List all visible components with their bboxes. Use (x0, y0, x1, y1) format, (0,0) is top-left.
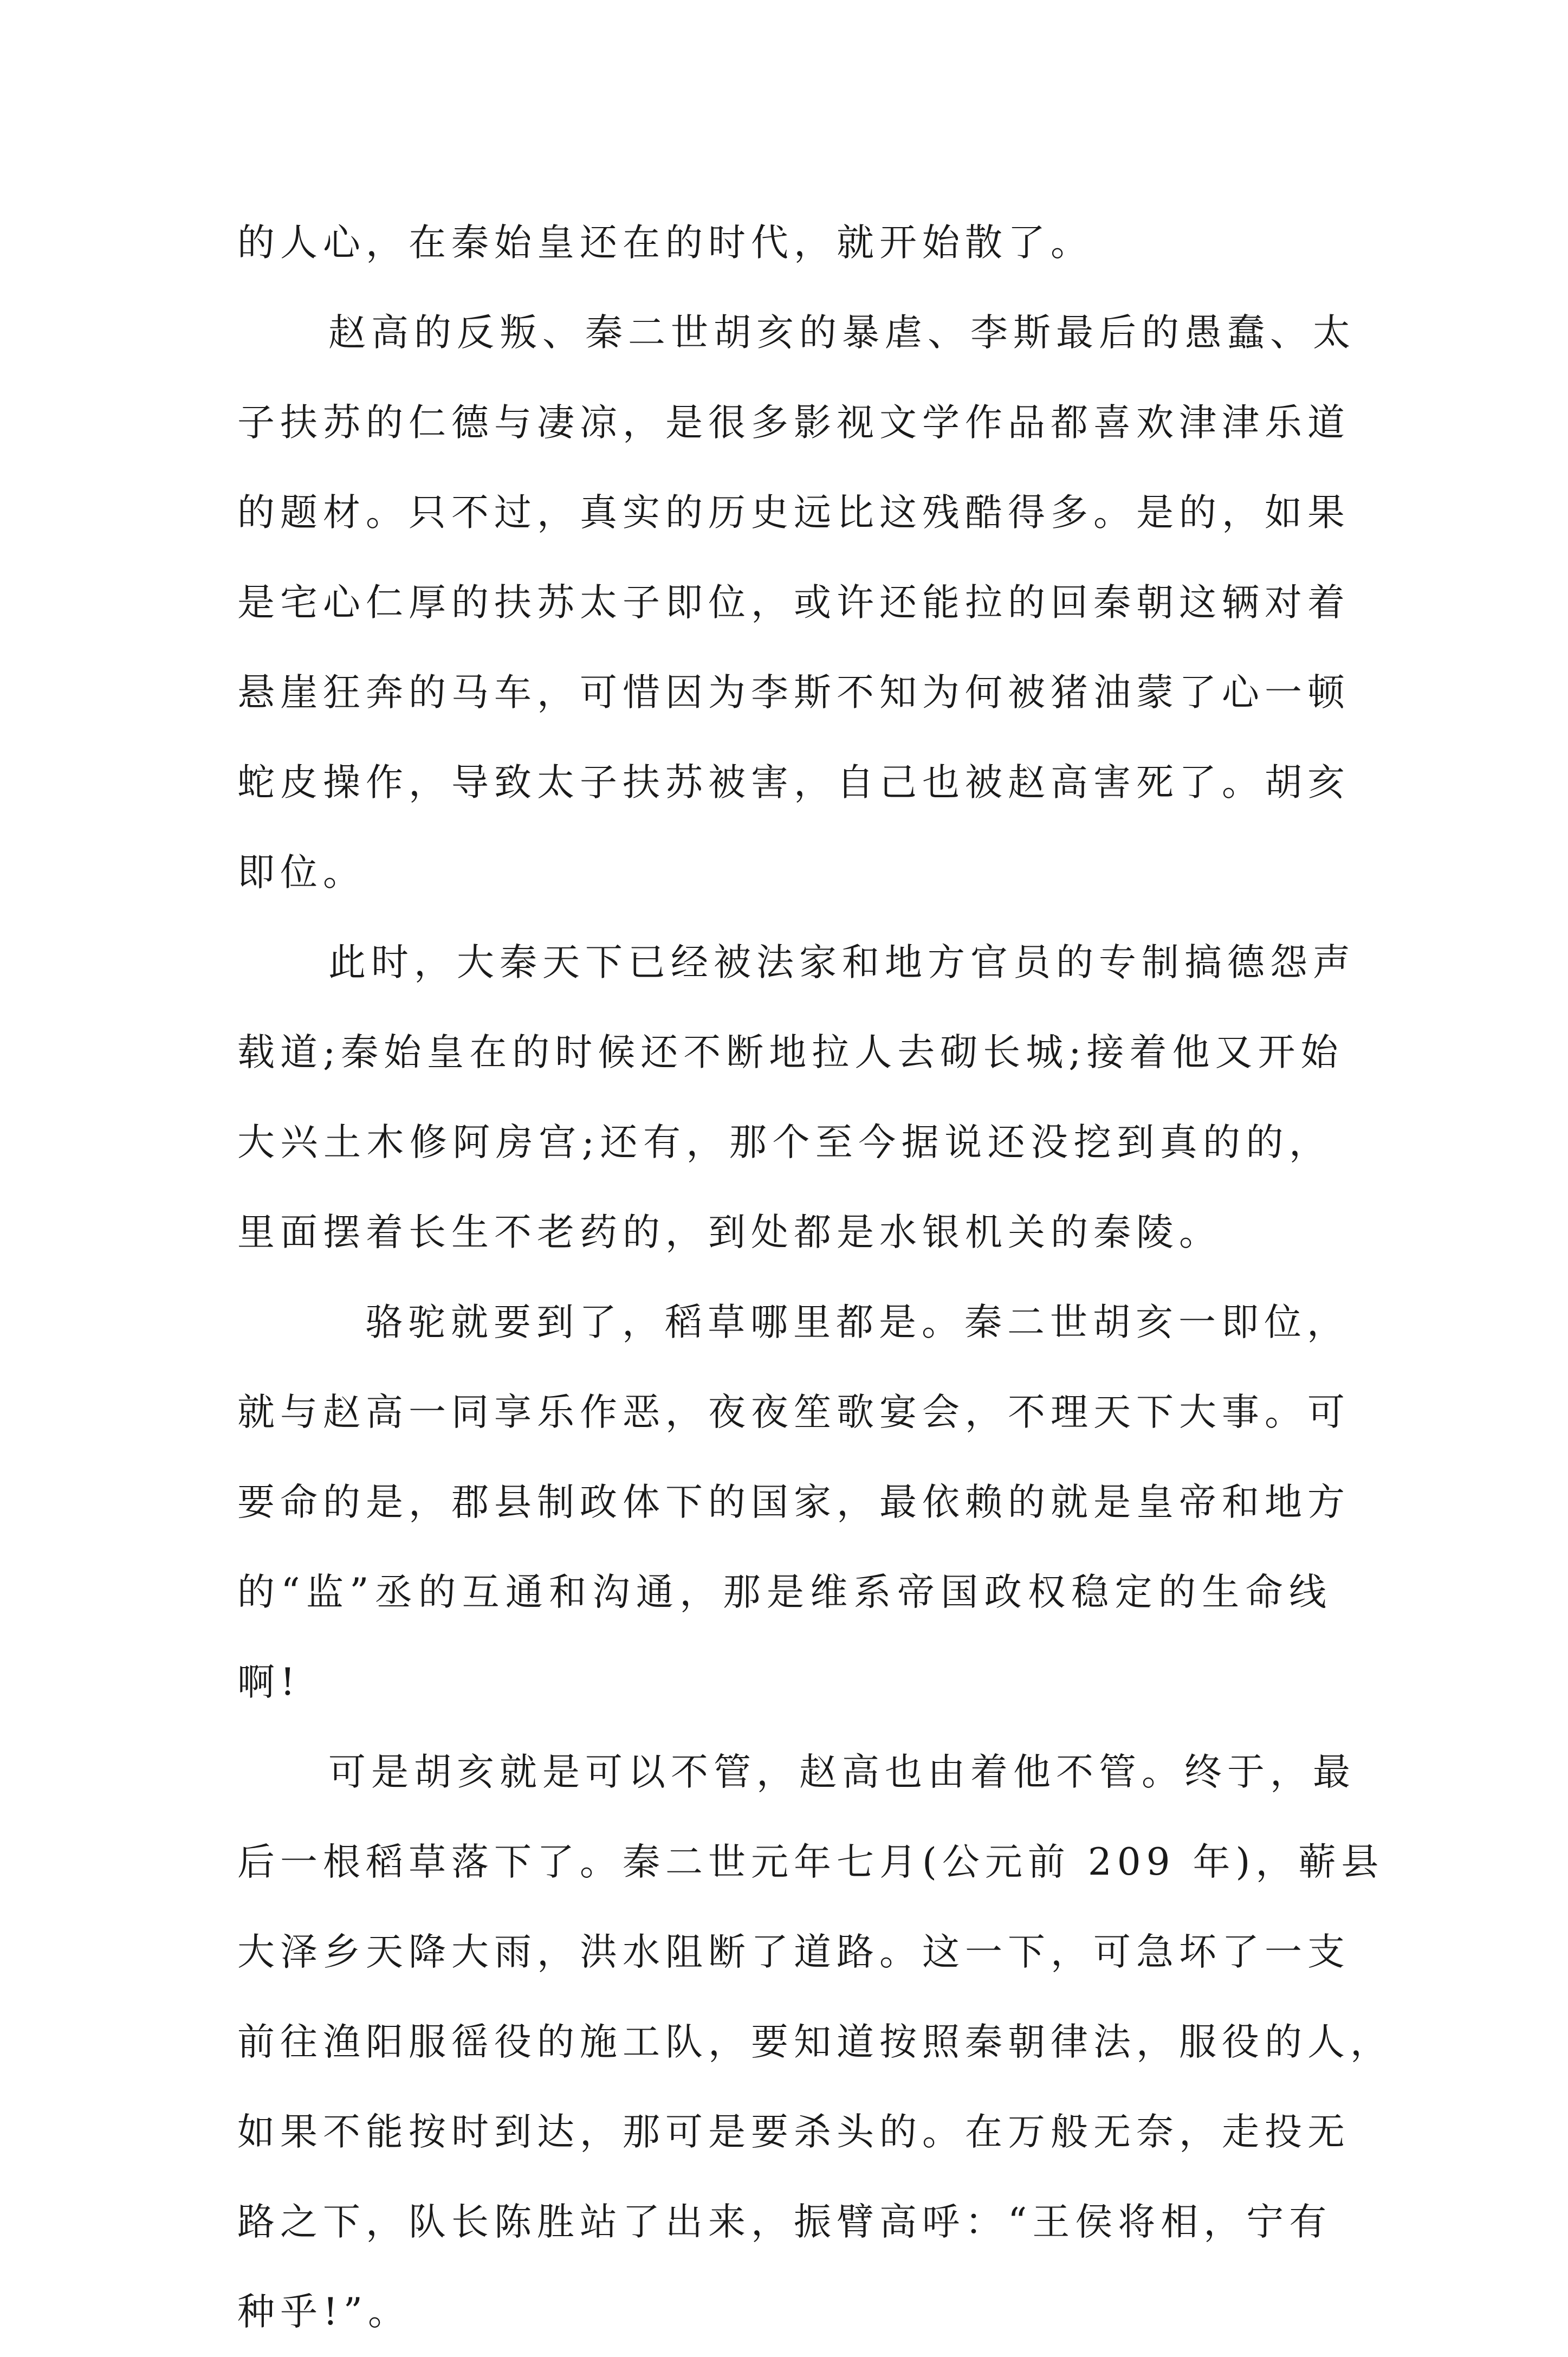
text-line: 大兴土木修阿房宫;还有，那个至今据说还没挖到真的的， (237, 1121, 1332, 1164)
text-line: 如果不能按时到达，那可是要杀头的。在万般无奈，走投无 (237, 2110, 1350, 2154)
text-line: 就与赵高一同享乐作恶，夜夜笙歌宴会，不理天下大事。可 (237, 1391, 1350, 1434)
text-line: 前往渔阳服徭役的施工队，要知道按照秦朝律法，服役的人， (237, 2020, 1393, 2064)
text-line: 是宅心仁厚的扶苏太子即位，或许还能拉的回秦朝这辆对着 (237, 581, 1350, 624)
text-line: 的“监”丞的互通和沟通，那是维系帝国政权稳定的生命线 (237, 1571, 1332, 1614)
text-line: 载道;秦始皇在的时候还不断地拉人去砌长城;接着他又开始 (237, 1031, 1344, 1074)
text-line: 即位。 (237, 851, 366, 894)
paragraph-first-line: 赵高的反叛、秦二世胡亥的暴虐、李斯最后的愚蠢、太 (328, 311, 1356, 354)
text-line: 后一根稻草落下了。秦二世元年七月(公元前 209 年)，蕲县 (237, 1841, 1384, 1884)
text-line: 大泽乡天降大雨，洪水阻断了道路。这一下，可急坏了一支 (237, 1930, 1350, 1974)
text-line: 子扶苏的仁德与凄凉，是很多影视文学作品都喜欢津津乐道 (237, 401, 1350, 444)
document-body (237, 198, 1393, 2357)
text-line: 悬崖狂奔的马车，可惜因为李斯不知为何被猪油蒙了心一顿 (237, 671, 1350, 714)
paragraph-first-line: 此时，大秦天下已经被法家和地方官员的专制搞德怨声 (328, 941, 1356, 984)
text-line: 种乎!”。 (237, 2290, 411, 2334)
text-line: 的题材。只不过，真实的历史远比这残酷得多。是的，如果 (237, 491, 1350, 534)
text-line: 啊! (237, 1661, 301, 1704)
paragraph-first-line: 骆驼就要到了，稻草哪里都是。秦二世胡亥一即位， (365, 1301, 1350, 1344)
text-line: 路之下，队长陈胜站了出来，振臂高呼：“王侯将相，宁有 (237, 2200, 1332, 2244)
text-line: 要命的是，郡县制政体下的国家，最依赖的就是皇帝和地方 (237, 1481, 1350, 1524)
text-line: 的人心，在秦始皇还在的时代，就开始散了。 (237, 221, 1093, 264)
text-line: 里面摆着长生不老药的，到处都是水银机关的秦陵。 (237, 1211, 1222, 1254)
text-line: 蛇皮操作，导致太子扶苏被害，自己也被赵高害死了。胡亥 (237, 761, 1350, 804)
paragraph-first-line: 可是胡亥就是可以不管，赵高也由着他不管。终于，最 (328, 1751, 1356, 1794)
